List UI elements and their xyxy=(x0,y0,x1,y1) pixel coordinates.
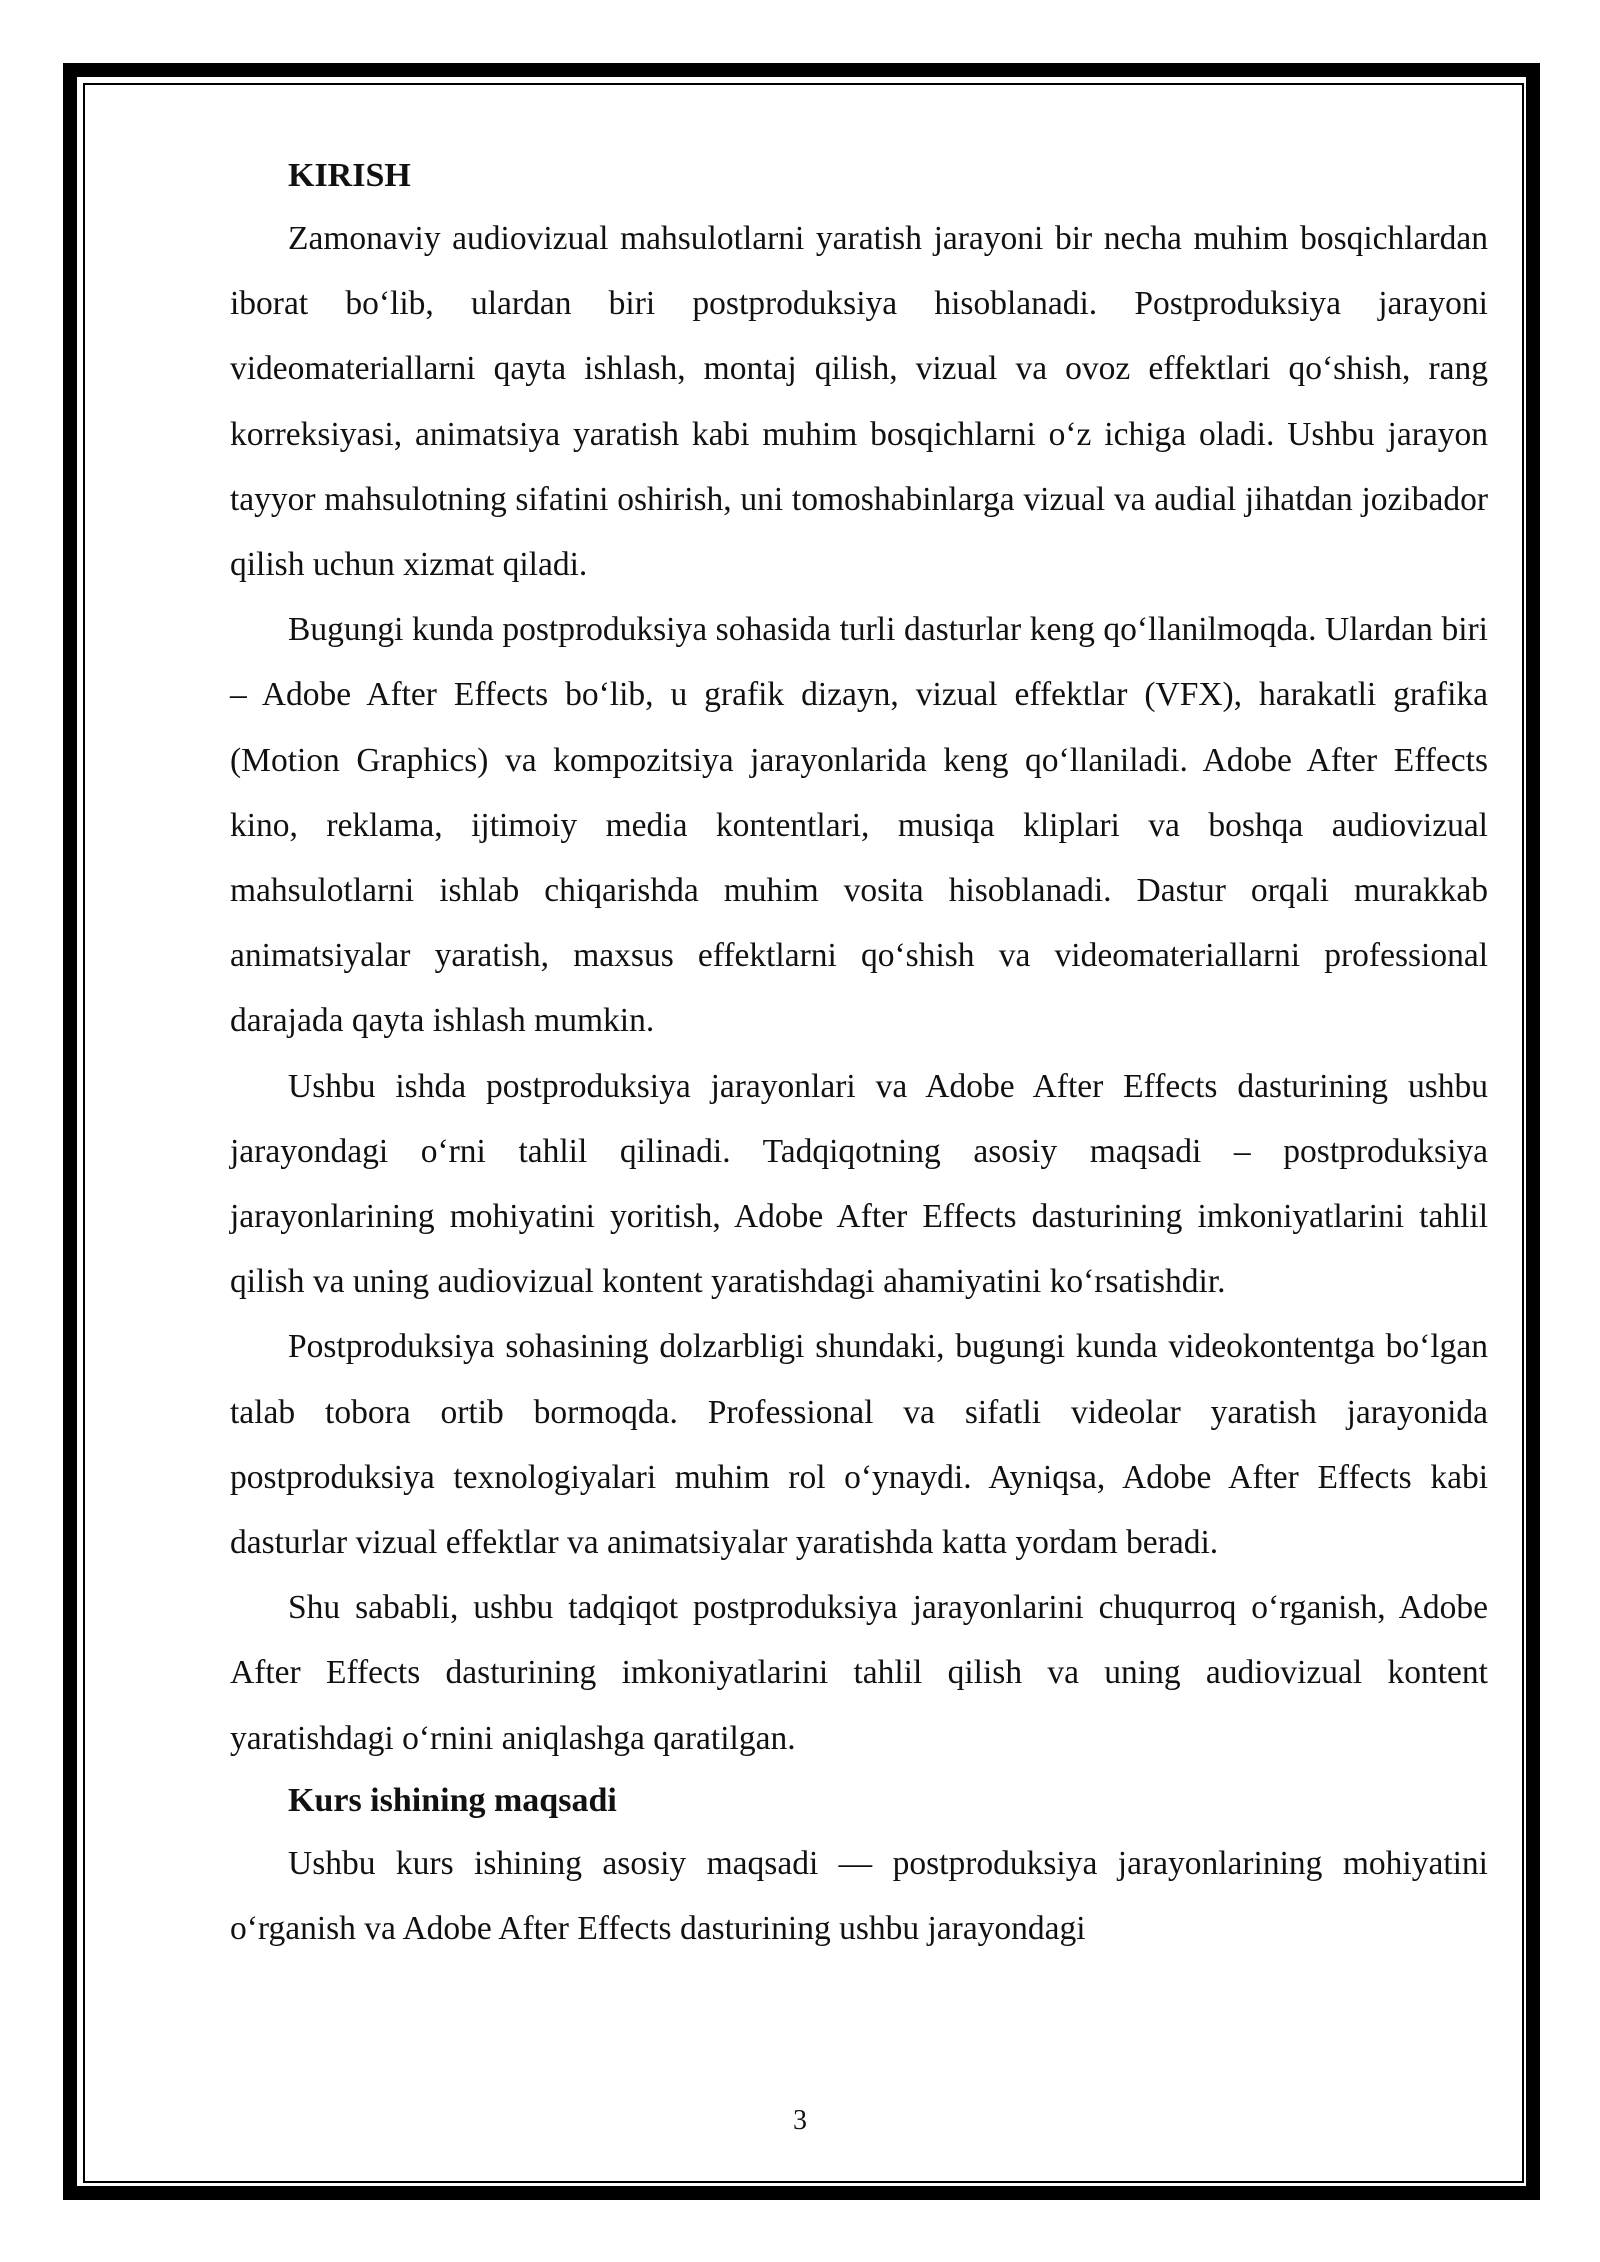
paragraph: Ushbu ishda postproduksiya jarayonlari va Adobe After Effects dasturining ushbu jarayondagi o‘rni tahlil qilinadi. Tadqiqotning asosiy maqsadi – postproduksiya jarayonlarining mohiyatini yoritish, Adobe After Effects dasturining imkoniyatlarini tahlil qilish va uning audiovizual kontent yaratishdagi ahamiyatini ko‘rsatishdir. xyxy=(230,1067,1488,1301)
page-content xyxy=(230,146,1488,1961)
paragraph: Shu sababli, ushbu tadqiqot postproduksiya jarayonlarini chuqurroq o‘rganish, Adobe After Effects dasturining imkoniyatlarini tahlil qilish va uning audiovizual kontent yaratishdagi o‘rnini aniqlashga qaratilgan. xyxy=(230,1589,1488,1757)
paragraph: Zamonaviy audiovizual mahsulotlarni yaratish jarayoni bir necha muhim bosqichlardan iborat bo‘lib, ulardan biri postproduksiya hisoblanadi. Postproduksiya jarayoni videomateriallarni qayta ishlash, montaj qilish, vizual va ovoz effektlari qo‘shish, rang korreksiyasi, animatsiya yaratish kabi muhim bosqichlarni o‘z ichiga oladi. Ushbu jarayon tayyor mahsulotning sifatini oshirish, uni tomoshabinlarga vizual va audial jihatdan jozibador qilish uchun xizmat qiladi. xyxy=(230,220,1488,584)
section-heading: KIRISH xyxy=(288,157,411,194)
paragraph: Postproduksiya sohasining dolzarbligi shundaki, bugungi kunda videokontentga bo‘lgan talab tobora ortib bormoqda. Professional va sifatli videolar yaratish jarayonida postproduksiya texnologiyalari muhim rol o‘ynaydi. Ayniqsa, Adobe After Effects kabi dasturlar vizual effektlar va animatsiyalar yaratishda katta yordam beradi. xyxy=(230,1328,1488,1562)
subheading: Kurs ishining maqsadi xyxy=(288,1781,617,1819)
goal-paragraph: Ushbu kurs ishining asosiy maqsadi — postproduksiya jarayonlarining mohiyatini o‘rganish va Adobe After Effects dasturining ushbu jarayondagi xyxy=(230,1844,1488,1948)
page-number: 3 xyxy=(793,2105,807,2136)
paragraph: Bugungi kunda postproduksiya sohasida turli dasturlar keng qo‘llanilmoqda. Ulardan biri – Adobe After Effects bo‘lib, u grafik dizayn, vizual effektlar (VFX), harakatli grafika (Motion Graphics) va kompozitsiya jarayonlarida keng qo‘llaniladi. Adobe After Effects kino, reklama, ijtimoiy media kontentlari, musiqa kliplari va boshqa audiovizual mahsulotlarni ishlab chiqarishda muhim vosita hisoblanadi. Dastur orqali murakkab animatsiyalar yaratish, maxsus effektlarni qo‘shish va videomateriallarni professional darajada qayta ishlash mumkin. xyxy=(230,611,1488,1040)
